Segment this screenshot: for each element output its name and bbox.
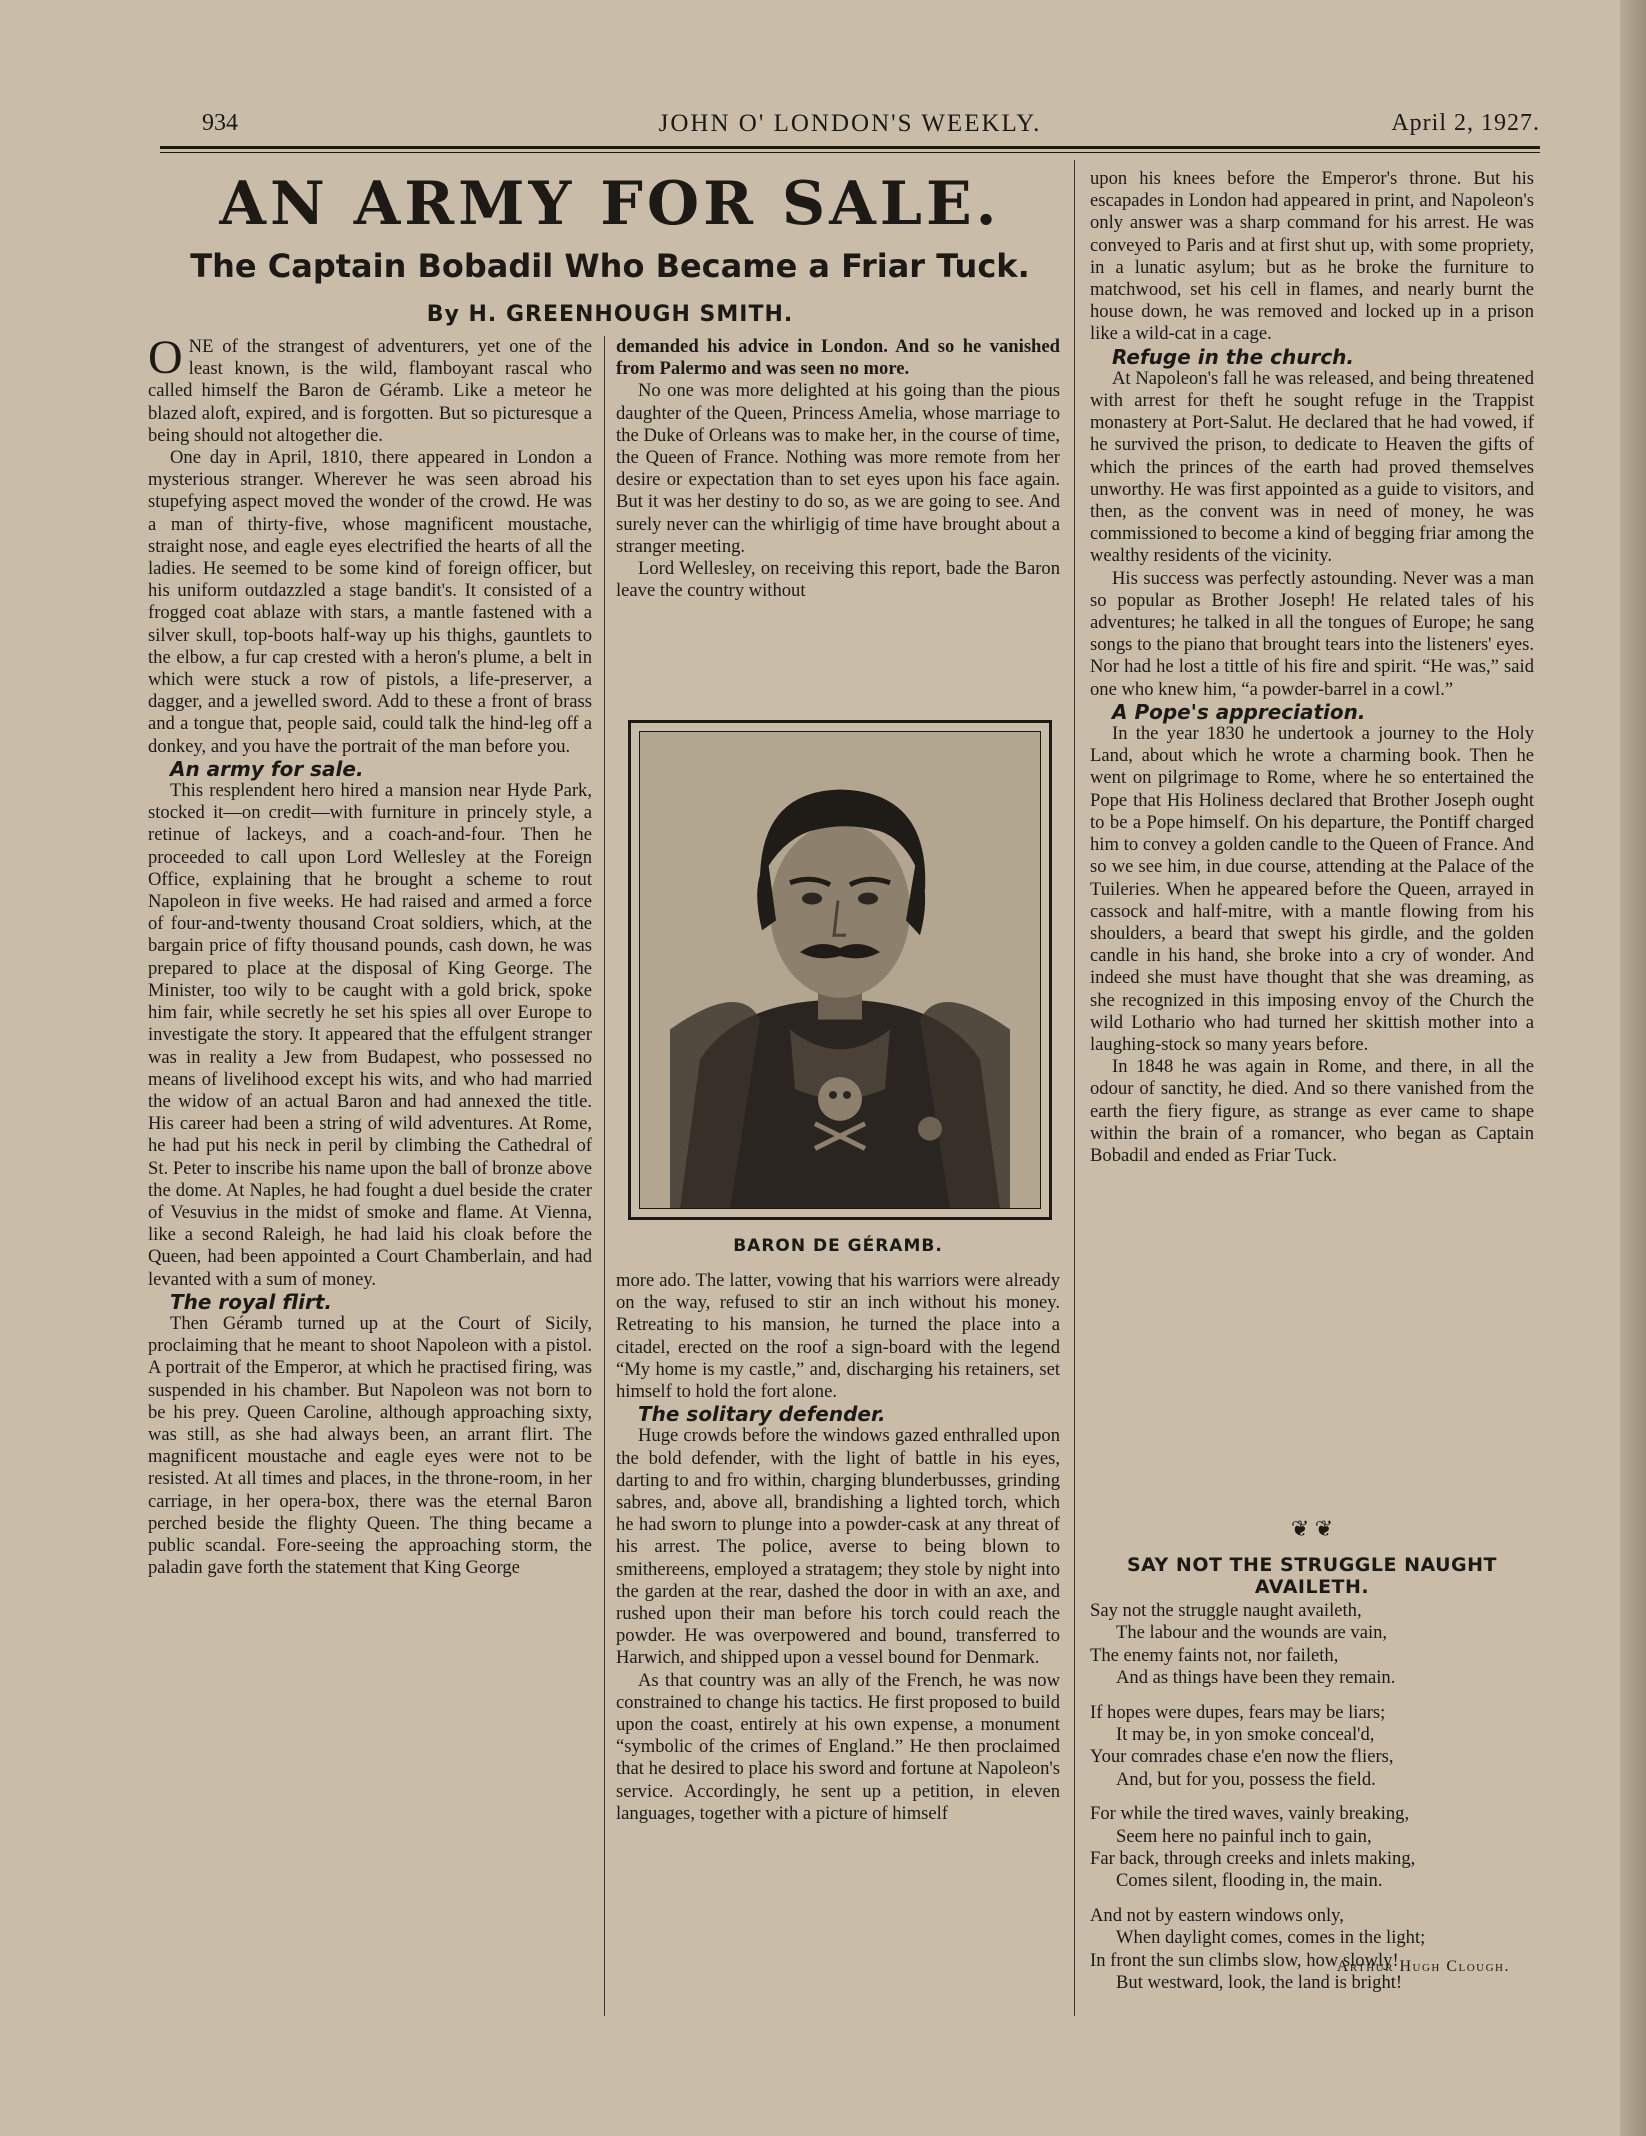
paragraph <box>148 331 592 447</box>
header-rule <box>160 146 1540 149</box>
poem-title-line: SAY NOT THE STRUGGLE NAUGHT <box>1126 1554 1498 1576</box>
page-number: 934 <box>202 110 238 136</box>
portrait-engraving <box>639 731 1041 1209</box>
poem-line: Seem here no painful inch to gain, <box>1116 1825 1372 1847</box>
article-title: AN ARMY FOR SALE. <box>219 169 1001 239</box>
section-subhead: A Pope's appreciation. <box>1112 699 1366 724</box>
paragraph-text: NE of the strangest of adventurers, yet one of the least known, is the wild, flamboyant rascal who called himself the Baron de Géramb. Like a meteor he blazed aloft, expired, and is forgotten. But so picturesque a being should not altogether die. <box>148 336 592 446</box>
paragraph: No one was more delighted at his going than the pious daughter of the Queen, Princess Amelia, whose marriage to the Duke of Orleans was to make her, in the course of time, the Queen of France. Nothing was more remote from her desire or expectation than to set eyes upon his face again. But it was her destiny to do so, as we are going to see. And surely never can the whirligig of time have brought about a stranger meeting. <box>616 380 1060 557</box>
paragraph: demanded his advice in London. And so he vanished from Palermo and was seen no more. <box>616 336 1060 380</box>
article-column-1 <box>148 331 592 1579</box>
article-byline: By H. GREENHOUGH SMITH. <box>426 302 794 327</box>
poem-line: The labour and the wounds are vain, <box>1116 1622 1388 1644</box>
paragraph: At Napoleon's fall he was released, and being threatened with arrest for theft he sought refuge in the Trappist monastery at Port-Salut. He declared that he had vowed, if he survived the prison, to dedicate to Heaven the gifts of which the princes of the earth had proved themselves unworthy. He was first appointed as a guide to visitors, and then, as the convent was in need of money, he was commissioned to become a kind of begging friar among the wealthy residents of the vicinity. <box>1090 367 1534 567</box>
paragraph: As that country was an ally of the French, he was now constrained to change his tactics. He first proposed to build upon the coast, entirely at his own expense, a monument “symbolic of the crimes of England.” He then proclaimed that he desired to place his sword and fortune at Napoleon's service. Accordingly, he sent up a petition, in eleven languages, together with a picture of himself <box>616 1669 1060 1824</box>
paragraph: In 1848 he was again in Rome, and there, in all the odour of sanctity, he died. And so there vanished from the earth the fiery figure, as strange as ever came to shape within the brain of a romancer, who began as Captain Bobadil and ended as Friar Tuck. <box>1090 1056 1534 1166</box>
poem-author: Arthur Hugh Clough. <box>1336 1958 1510 1975</box>
poem-line: But westward, look, the land is bright! <box>1116 1972 1403 1994</box>
section-subhead: Refuge in the church. <box>1112 344 1355 369</box>
section-subhead: The royal flirt. <box>170 1289 332 1314</box>
paragraph: more ado. The latter, vowing that his warriors were already on the way, refused to stir an inch without his money. Retreating to his mansion, he turned the place into a citadel, erected on the roof a sign-board with the legend “My home is my castle,” and, discharging his retainers, set himself to hold the fort alone. <box>616 1270 1060 1403</box>
paragraph: Lord Wellesley, on receiving this report, bade the Baron leave the country without <box>616 558 1060 602</box>
article-heading <box>150 168 1070 327</box>
page-edge <box>1620 0 1646 2136</box>
paragraph: This resplendent hero hired a mansion near Hyde Park, stocked it—on credit—with furniture in princely style, a retinue of lackeys, and a coach-and-four. Then he proceeded to call upon Lord Wellesley at the Foreign Office, explaining that he brought a scheme to rout Napoleon in five weeks. He had raised and armed a force of four-and-twenty thousand Croat soldiers, which, at the bargain price of fifty thousand pounds, cash down, he was prepared to place at the disposal of King George. The Minister, too wily to be caught with a gold brick, spoke him fair, while secretly he set his spies all over Europe to investigate the story. It appeared that the effulgent stranger was in reality a Jew from Budapest, who possessed no means of livelihood except his wits, and who had married the widow of an actual Baron and had annexed the title. His career had been a string of wild adventures. At Rome, he had put his neck in peril by climbing the Cathedral of St. Peter to inscribe his name upon the ball of bronze above the dome. At Naples, he had fought a duel beside the crater of Vesuvius in the midst of smoke and flame. At Vienna, like a second Raleigh, he had laid his cloak before the Queen, had been appointed a Court Chamberlain, and had levanted with a sum of money. <box>148 780 592 1290</box>
issue-date: April 2, 1927. <box>1391 110 1540 136</box>
poem-stanza <box>1090 1905 1534 1995</box>
section-subhead: The solitary defender. <box>638 1402 886 1427</box>
poem-line: When daylight comes, comes in the light; <box>1116 1927 1426 1949</box>
section-ornament: ❦ ❦ <box>1290 1516 1334 1541</box>
poem-stanza <box>1090 1803 1534 1893</box>
poem-line: Comes silent, flooding in, the main. <box>1116 1870 1383 1892</box>
portrait-illustration <box>628 720 1052 1220</box>
poem-body <box>1090 1600 1534 2007</box>
article-column-3 <box>1090 168 1534 1167</box>
paragraph: Huge crowds before the windows gazed enthralled upon the bold defender, with the light of battle in his eyes, darting to and fro within, charging blunderbusses, grinding sabres, and, above all, brandishing a lighted torch, which he had sworn to plunge into a powder-cask at any threat of his arrest. The police, averse to being blown to smithereens, employed a stratagem; they stole by night into the garden at the rear, dashed the door in with an axe, and rushed upon their man before his torch could reach the powder. He was overpowered and bound, transferred to Harwich, and shipped upon a vessel bound for Denmark. <box>616 1425 1060 1669</box>
header-rule-thin <box>160 152 1540 153</box>
poem-line: Say not the struggle naught availeth, <box>1090 1600 1362 1621</box>
poem-stanza <box>1090 1702 1534 1792</box>
article-subtitle: The Captain Bobadil Who Became a Friar Tuck. <box>190 247 1030 285</box>
poem-line: In front the sun climbs slow, how slowly! <box>1090 1949 1399 1971</box>
poem-line: Far back, through creeks and inlets making, <box>1090 1848 1416 1870</box>
paragraph: In the year 1830 he undertook a journey to the Holy Land, about which he wrote a charming book. Then he went on pilgrimage to Rome, where he so entertained the Pope that His Holiness declared that Brother Joseph ought to be a Pope himself. On his departure, the Pontiff charged him to convey a golden candle to the Queen of France. And so we see him, in due course, attending at the Palace of the Tuileries. When he appeared before the Queen, arrayed in cassock and half-mitre, with a mantle flowing from his shoulders, a beard that swept his girdle, and the golden candle in his hand, she broke into a cry of wonder. And indeed she must have thought that she was dreaming, as she recognized in this imposing envoy of the Church the wild Lothario who had turned her skittish mother into a laughing-stock so many years before. <box>1090 723 1534 1055</box>
poem-line: The enemy faints not, nor faileth, <box>1090 1644 1339 1666</box>
poem-stanza <box>1090 1600 1534 1690</box>
drop-cap: O <box>148 331 183 384</box>
paragraph: upon his knees before the Emperor's throne. But his escapades in London had appeared in print, and Napoleon's only answer was a sharp command for his arrest. He was conveyed to Paris and at first shut up, with some propriety, in a lunatic asylum; but as he broke the furniture to matchwood, set his cell in flames, and nearly burnt the house down, he was removed and locked up in a prison like a wild-cat in a cage. <box>1090 168 1534 345</box>
article-column-2-bottom <box>616 1270 1060 1825</box>
poem-line: Your comrades chase e'en now the fliers, <box>1090 1746 1394 1768</box>
article-column-2-top <box>616 336 1060 602</box>
poem-line: And as things have been they remain. <box>1116 1667 1396 1689</box>
poem-title-line: AVAILETH. <box>1254 1576 1370 1598</box>
running-head <box>160 110 1540 150</box>
journal-title: JOHN O' LONDON'S WEEKLY. <box>658 110 1042 137</box>
poem-line: And, but for you, possess the field. <box>1116 1768 1376 1790</box>
section-subhead: An army for sale. <box>170 756 364 781</box>
poem-line: And not by eastern windows only, <box>1090 1904 1344 1926</box>
poem-title <box>1090 1554 1534 1598</box>
column-rule <box>604 336 605 2016</box>
paragraph: His success was perfectly astounding. Never was a man so popular as Brother Joseph! He related tales of his adventures; he talked in all the tongues of Europe; he sang songs to the piano that brought tears into the listeners' eyes. Nor had he lost a tittle of his fire and spirit. “He was,” said one who knew him, “a powder-barrel in a cowl.” <box>1090 567 1534 700</box>
poem-line: For while the tired waves, vainly breaking, <box>1090 1803 1410 1825</box>
poem-line: If hopes were dupes, fears may be liars; <box>1090 1701 1386 1723</box>
paragraph: Then Géramb turned up at the Court of Sicily, proclaiming that he meant to shoot Napoleon with a pistol. A portrait of the Emperor, at which he practised firing, was suspended in his chamber. But Napoleon was not born to be his prey. Queen Caroline, although approaching sixty, was still, as she had always been, an arrant flirt. The magnificent moustache and eagle eyes were not to be resisted. At all times and places, in the throne-room, in her carriage, in her opera-box, there was the eternal Baron perched beside the flighty Queen. The thing became a public scandal. Fore-seeing the approaching storm, the paladin gave forth the statement that King George <box>148 1312 592 1579</box>
column-rule <box>1074 160 1075 2016</box>
paragraph: One day in April, 1810, there appeared in London a mysterious stranger. Wherever he was seen abroad his stupefying aspect moved the wonder of the crowd. He was a man of thirty-five, whose magnificent moustache, straight nose, and eagle eyes electrified the hearts of all the ladies. He seemed to be some kind of foreign officer, but his uniform outdazzled a stage bandit's. It consisted of a frogged coat ablaze with stars, a mantle fastened with a silver skull, top-boots half-way up his thighs, gauntlets to the elbow, a fur cap crested with a heron's plume, a belt in which were stuck a row of pistols, a life-preserver, a dagger, and a jewelled sword. Add to these a front of brass and a tongue that, people said, could talk the hind-leg off a donkey, and you have the portrait of the man before you. <box>148 447 592 757</box>
portrait-drawing <box>640 732 1040 1208</box>
portrait-caption: BARON DE GÉRAMB. <box>733 1236 943 1256</box>
poem-line: It may be, in yon smoke conceal'd, <box>1116 1724 1375 1746</box>
